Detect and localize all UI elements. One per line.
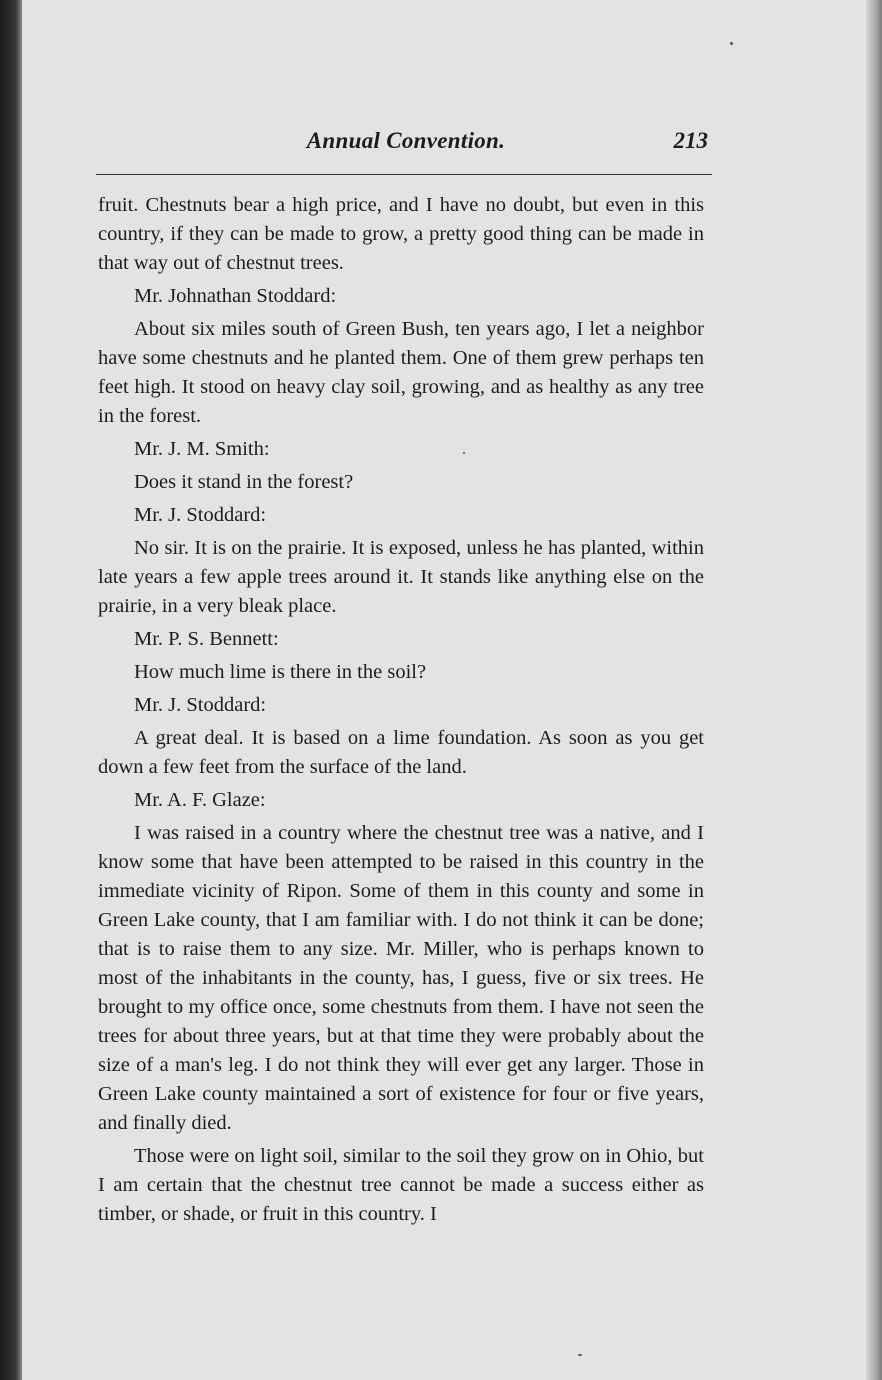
paper-speck <box>578 1354 582 1356</box>
speaker-label: Mr. Johnathan Stoddard: <box>134 285 337 307</box>
paragraph: A great deal. It is based on a lime foundation. As soon as you get down a few feet from the surface of the land. <box>98 727 704 778</box>
paragraph: How much lime is there in the soil? <box>134 661 427 683</box>
paragraph: Those were on light soil, similar to the soil they grow on in Ohio, but I am certain that the chestnut tree cannot be made a success either as timber, or shade, or fruit in this country. I <box>98 1145 704 1225</box>
speaker-label: Mr. A. F. Glaze: <box>134 789 266 811</box>
speaker-label: Mr. J. Stoddard: <box>134 694 267 716</box>
paragraph: I was raised in a country where the chestnut tree was a native, and I know some that have been attempted to be raised in this country in the immediate vicinity of Ripon. Some of them in this county and some in Green Lake county, that I am familiar with. I do not think it can be done; that is to raise them to any size. Mr. Miller, who is perhaps known to most of the inhabitants in the county, has, I guess, five or six trees. He brought to my office once, some chestnuts from them. I have not seen the trees for about three years, but at that time they were probably about the size of a man's leg. I do not think they will ever get any larger. Those in Green Lake county maintained a sort of existence for four or five years, and finally died. <box>98 822 704 1134</box>
page-body <box>98 191 704 1233</box>
paper-speck <box>463 452 465 454</box>
speaker-label: Mr. J. M. Smith: <box>134 438 270 460</box>
running-head: Annual Convention. <box>306 128 506 153</box>
paragraph-continued: fruit. Chestnuts bear a high price, and I have no doubt, but even in this country, if they can be made to grow, a pretty good thing can be made in that way out of chestnut trees. <box>98 194 704 274</box>
book-binding-edge <box>0 0 22 1380</box>
speaker-label: Mr. P. S. Bennett: <box>134 628 279 650</box>
page-number: 213 <box>673 128 708 153</box>
paragraph: About six miles south of Green Bush, ten years ago, I let a neighbor have some chestnuts and he planted them. One of them grew perhaps ten feet high. It stood on heavy clay soil, growing, and as healthy as any tree in the forest. <box>98 318 704 427</box>
page-right-edge <box>866 0 882 1380</box>
header-rule <box>96 174 712 175</box>
speaker-label: Mr. J. Stoddard: <box>134 504 267 526</box>
page-header <box>96 128 716 168</box>
paragraph: Does it stand in the forest? <box>134 471 354 493</box>
paper-speck <box>730 42 733 45</box>
paragraph: No sir. It is on the prairie. It is exposed, unless he has planted, within late years a few apple trees around it. It stands like anything else on the prairie, in a very bleak place. <box>98 537 704 617</box>
